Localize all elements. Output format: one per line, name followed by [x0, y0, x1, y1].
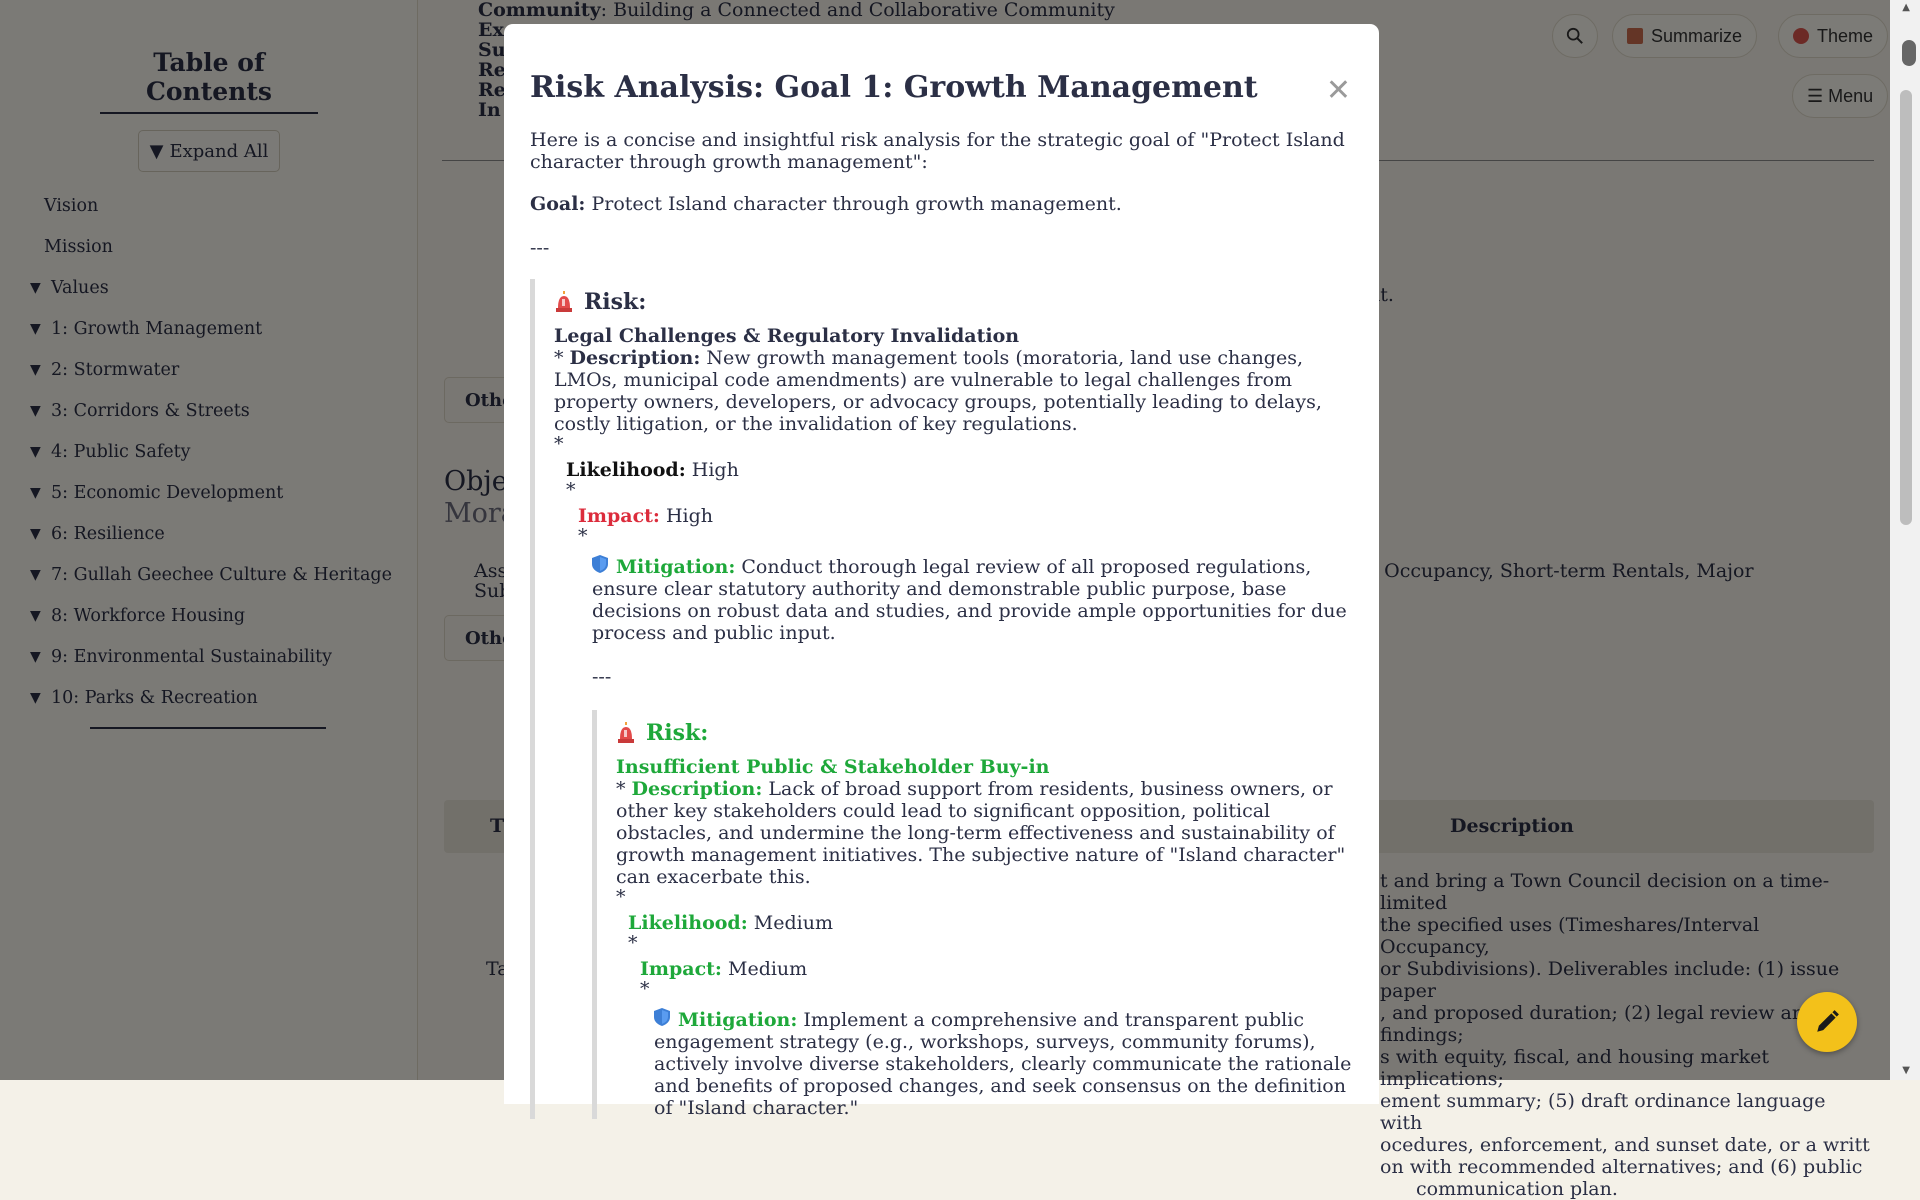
siren-icon	[554, 291, 574, 313]
bullet-star: *	[554, 433, 564, 455]
risk-heading	[554, 289, 1353, 315]
mitigation-text: Conduct thorough legal review of all proposed regulations, ensure clear statutory authority and demonstrable public purpose, base decisions on robust data and studies, and provide ample opportunities for due process and public input.	[592, 556, 1347, 644]
risk-block-2	[592, 710, 1353, 1119]
scrollbar[interactable]	[1890, 0, 1920, 1080]
bullet-star: *	[628, 932, 638, 954]
impact-field	[616, 958, 1353, 980]
bullet-star: *	[578, 525, 588, 547]
shield-icon	[592, 555, 616, 578]
separator: ---	[530, 237, 550, 259]
bullet-star: *	[616, 886, 626, 908]
risk-heading-label: Risk:	[646, 720, 709, 746]
description-label: Description:	[569, 347, 701, 369]
bullet-star: *	[640, 978, 650, 1000]
mitigation-label: Mitigation:	[678, 1009, 798, 1031]
impact-value: High	[659, 505, 714, 527]
mitigation-label: Mitigation:	[616, 556, 736, 578]
bullet-star: *	[566, 479, 576, 501]
risk-block-1	[530, 279, 1353, 1119]
goal-text: Protect Island character through growth management.	[585, 193, 1122, 215]
risk-heading	[616, 720, 1353, 746]
likelihood-field	[554, 459, 1353, 481]
pencil-icon	[1814, 1009, 1840, 1035]
likelihood-label: Likelihood:	[566, 459, 686, 481]
risk-title: Legal Challenges & Regulatory Invalidation	[554, 325, 1020, 347]
shield-icon	[654, 1008, 678, 1031]
desc-line: communication plan.	[1416, 1178, 1618, 1200]
mitigation-field	[616, 1008, 1353, 1119]
risk-title: Insufficient Public & Stakeholder Buy-in	[616, 756, 1050, 778]
likelihood-field	[616, 912, 1353, 934]
edge-handle[interactable]	[1902, 40, 1916, 66]
scroll-up-icon[interactable]: ▲	[1902, 2, 1910, 13]
risk-description: * Description: Lack of broad support from residents, business owners, or other key stakeholders could lead to significant opposition, political obstacles, and undermine the long-term effectiveness and sustainability of growth management initiatives. The subjective nature of "Island character" can exacerbate this.	[616, 778, 1346, 888]
risk-heading-label: Risk:	[584, 289, 647, 315]
risk-analysis-modal	[504, 24, 1379, 1119]
modal-title: Risk Analysis: Goal 1: Growth Management	[530, 70, 1258, 105]
scroll-down-icon[interactable]: ▼	[1902, 1065, 1910, 1076]
edit-fab-button[interactable]	[1797, 992, 1857, 1052]
mitigation-field	[554, 555, 1353, 644]
likelihood-value: Medium	[747, 912, 833, 934]
mitigation-text: Implement a comprehensive and transparent public engagement strategy (e.g., workshops, surveys, community forums), actively involve diverse stakeholders, clearly communicate the rationale and benefits of proposed changes, and seek consensus on the definition of "Island character."	[654, 1009, 1352, 1119]
close-icon[interactable]: ✕	[1325, 73, 1351, 108]
impact-label: Impact:	[578, 505, 660, 527]
likelihood-label: Likelihood:	[628, 912, 748, 934]
description-text: Lack of broad support from residents, business owners, or other key stakeholders could lead to significant opposition, political obstacles, and undermine the long-term effectiveness and sustainability of growth management initiatives. The subjective nature of "Island character" can exacerbate this.	[616, 778, 1346, 888]
desc-line: ement summary; (5) draft ordinance language with	[1380, 1090, 1826, 1134]
goal-line	[530, 193, 1353, 215]
scroll-thumb[interactable]	[1900, 90, 1912, 525]
desc-line: on with recommended alternatives; and (6) public	[1380, 1156, 1863, 1178]
separator: ---	[592, 666, 612, 688]
modal-intro: Here is a concise and insightful risk analysis for the strategic goal of "Protect Island character through growth management":	[530, 129, 1345, 173]
impact-field	[554, 505, 1353, 527]
description-text: New growth management tools (moratoria, land use changes, LMOs, municipal code amendments) are vulnerable to legal challenges from property owners, developers, or advocacy groups, potentially leading to delays, costly litigation, or the invalidation of key regulations.	[554, 347, 1322, 435]
goal-label: Goal:	[530, 193, 586, 215]
risk-description: * Description: New growth management tools (moratoria, land use changes, LMOs, municipal code amendments) are vulnerable to legal challenges from property owners, developers, or advocacy groups, potentially leading to delays, costly litigation, or the invalidation of key regulations.	[554, 347, 1322, 435]
likelihood-value: High	[685, 459, 739, 481]
description-label: Description:	[631, 778, 763, 800]
impact-value: Medium	[721, 958, 808, 980]
siren-icon	[616, 722, 636, 744]
impact-label: Impact:	[640, 958, 722, 980]
desc-line: ocedures, enforcement, and sunset date, or a writt	[1380, 1134, 1870, 1156]
